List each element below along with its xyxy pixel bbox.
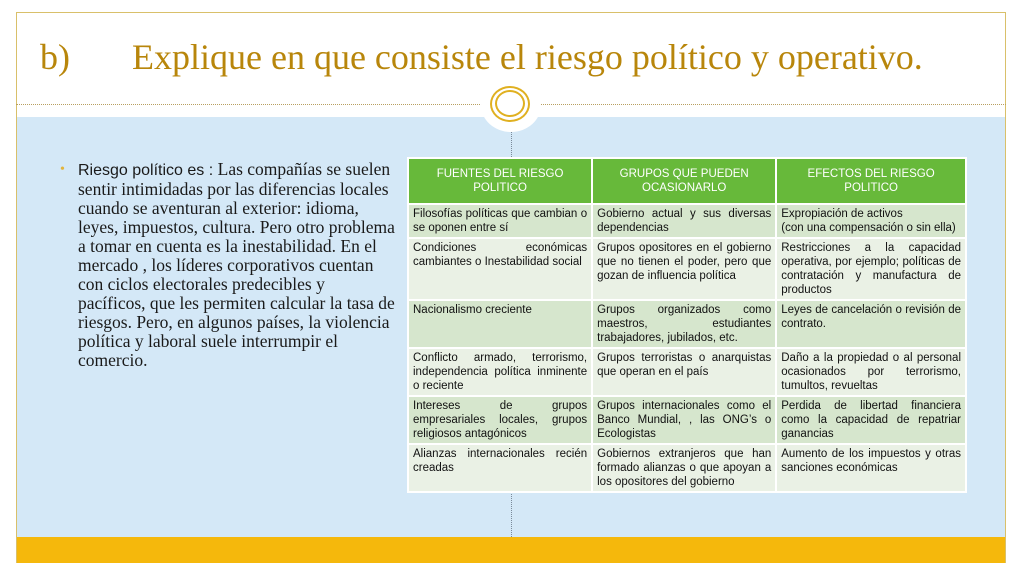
header-efectos: EFECTOS DEL RIESGO POLITICO [776, 158, 966, 204]
title-text: Explique en que consiste el riesgo político y operativo. [132, 37, 923, 77]
table-cell: Grupos opositores en el gobierno que no tienen el poder, pero que gozan de influencia política [592, 238, 776, 300]
bullet-paragraph [60, 160, 395, 370]
table-row [408, 204, 966, 238]
table-cell: Daño a la propiedad o al personal ocasionados por terrorismo, tumultos, revueltas [776, 348, 966, 396]
bullet-lead: Riesgo político es : [78, 162, 218, 179]
slide-title [40, 36, 1000, 78]
circle-ornament-icon [481, 78, 541, 132]
table-header-row [408, 158, 966, 204]
risk-table [407, 157, 967, 493]
table-row [408, 444, 966, 492]
table-cell: Restricciones a la capacidad operativa, por ejemplo; políticas de contratación y manufactura de productos [776, 238, 966, 300]
header-fuentes: FUENTES DEL RIESGO POLITICO [408, 158, 592, 204]
title-letter: b) [40, 37, 70, 77]
table-row [408, 396, 966, 444]
table-cell: Aumento de los impuestos y otras sanciones económicas [776, 444, 966, 492]
table-row [408, 348, 966, 396]
bottom-bar [17, 537, 1005, 563]
table-cell: Expropiación de activos (con una compensación o sin ella) [776, 204, 966, 238]
table-cell: Grupos organizados como maestros, estudiantes trabajadores, jubilados, etc. [592, 300, 776, 348]
table-cell: Perdida de libertad financiera como la capacidad de repatriar ganancias [776, 396, 966, 444]
bullet-text: Las compañías se suelen sentir intimidadas por las diferencias locales cuando se aventuran al exterior: idioma, leyes, impuestos, cultura. Pero otro problema a tomar en cuenta es la inestabilidad. En el mercado , los líderes corporativos cuentan con ciclos electorales predecibles y pacíficos, que les permiten calcular la tasa de riesgos. Pero, en algunos países, la violencia política y laboral suele interrumpir el comercio. [78, 159, 395, 370]
table-cell: Conflicto armado, terrorismo, independencia política inminente o reciente [408, 348, 592, 396]
table-cell: Intereses de grupos empresariales locales, grupos religiosos antagónicos [408, 396, 592, 444]
table-cell: Nacionalismo creciente [408, 300, 592, 348]
table-cell: Gobierno actual y sus diversas dependencias [592, 204, 776, 238]
header-grupos: GRUPOS QUE PUEDEN OCASIONARLO [592, 158, 776, 204]
table-row [408, 238, 966, 300]
table-cell: Alianzas internacionales recién creadas [408, 444, 592, 492]
table-cell: Grupos terroristas o anarquistas que operan en el país [592, 348, 776, 396]
bullet-icon: • [60, 162, 65, 177]
table-cell: Leyes de cancelación o revisión de contrato. [776, 300, 966, 348]
table-cell: Filosofías políticas que cambian o se oponen entre sí [408, 204, 592, 238]
table-cell: Gobiernos extranjeros que han formado alianzas o que apoyan a los opositores del gobierno [592, 444, 776, 492]
table-cell: Condiciones económicas cambiantes o Inestabilidad social [408, 238, 592, 300]
table-row [408, 300, 966, 348]
table-cell: Grupos internacionales como el Banco Mundial, , las ONG’s o Ecologistas [592, 396, 776, 444]
